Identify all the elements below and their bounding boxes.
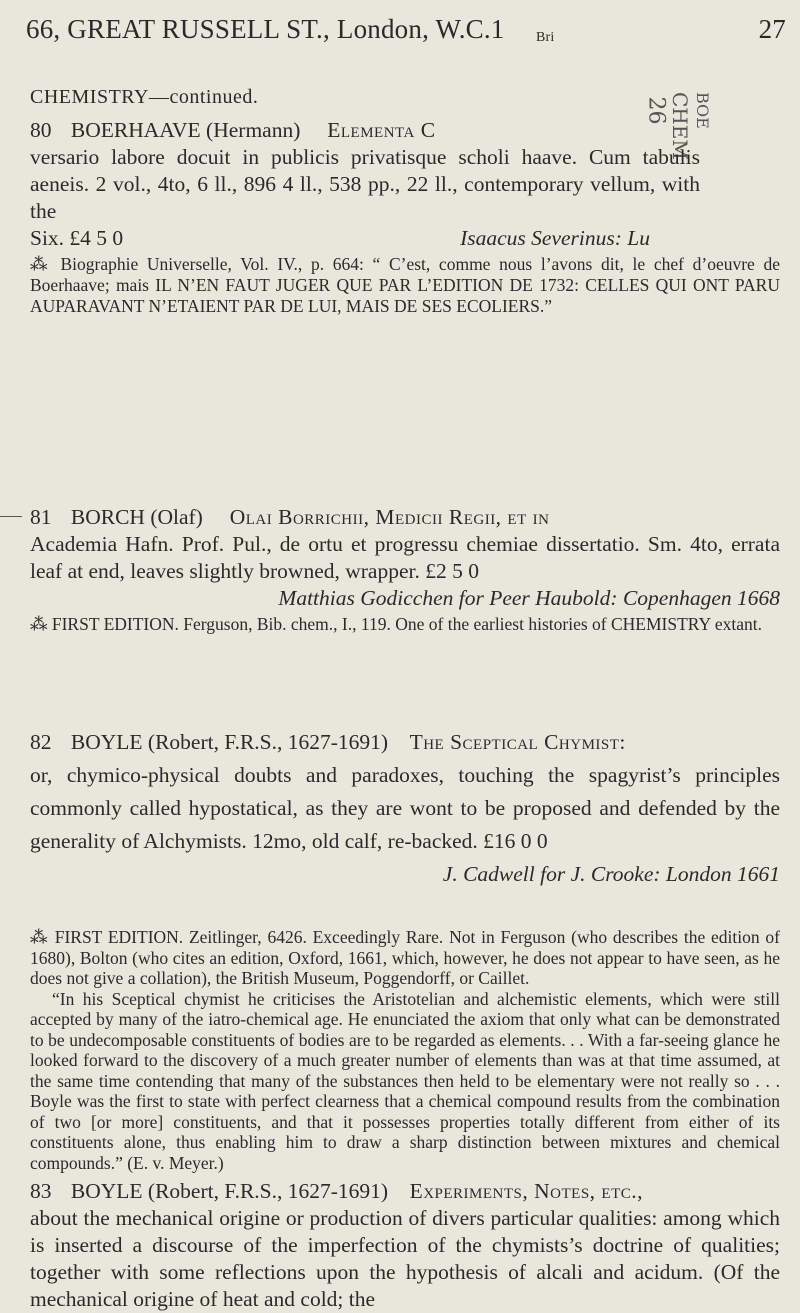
entry-note: ⁂ FIRST EDITION. Zeitlinger, 6426. Exceedingly Rare. Not in Ferguson (who describes the edition of 1680), Bolton (who cites an edition, Oxford, 1661, which, however, he does not appear to have seen, as he does not give a collation), the British Museum, Poggendorff, or Caillet. bbox=[30, 927, 780, 988]
entry-title: Experiments, Notes, etc., bbox=[409, 1179, 643, 1203]
entry-body: or, chymico-physical doubts and paradoxes, touching the spagyrist’s principles commonly called hypostatical, as they are wont to be proposed and defended by the generality of Alchymists. 12mo, old calf, re-backed. bbox=[30, 763, 780, 853]
entry-heading: BOYLE (Robert, F.R.S., 1627-1691) bbox=[70, 730, 389, 754]
entry-title: The Sceptical Chymist: bbox=[409, 730, 626, 754]
entry-heading: BOYLE (Robert, F.R.S., 1627-1691) bbox=[70, 1179, 389, 1203]
entry-price: £2 5 0 bbox=[425, 559, 479, 583]
handwritten-boe: BOE bbox=[693, 92, 712, 129]
entry-body: about the mechanical origine or production of divers particular qualities: among which is inserted a discourse of the imperfection of the chymists’s doctrine of qualities; together with some reflections upon the hypothesis of alcali and acidum. (Of the mechanical origine of heat and cold; the bbox=[30, 1206, 780, 1311]
entry-heading: BORCH (Olaf) bbox=[70, 505, 203, 529]
entry-83 bbox=[30, 1178, 780, 1313]
entry-body: Academia Hafn. Prof. Pul., de ortu et progressu chemiae dissertatio. Sm. 4to, errata leaf at end, leaves slightly browned, wrapper. bbox=[30, 532, 780, 583]
entry-82-notes bbox=[30, 927, 780, 1173]
entry-heading: BOERHAAVE (Hermann) bbox=[70, 118, 301, 142]
entry-price: £16 0 0 bbox=[483, 829, 548, 853]
entry-note: ⁂ FIRST EDITION. Ferguson, Bib. chem., I., 119. One of the earliest histories of CHEMISTRY extant. bbox=[30, 614, 763, 634]
entry-title: Elementa C bbox=[327, 118, 436, 142]
entry-body: versario labore docuit in publicis privatisque scholi haave. Cum tabulis aeneis. 2 vol., 4to, 6 ll., 896 4 ll., 538 pp., 22 ll., contemporary vellum, with the bbox=[30, 145, 700, 223]
handwritten-number: 26 bbox=[643, 96, 669, 125]
entry-80 bbox=[30, 84, 780, 317]
entry-82 bbox=[30, 726, 780, 891]
entry-imprint: Matthias Godicchen for Peer Haubold: Copenhagen 1668 bbox=[278, 586, 780, 610]
entry-number: 82 bbox=[30, 730, 52, 754]
entry-number: 81 bbox=[30, 505, 52, 529]
entry-title: Olai Borrichii, Medicii Regii, et in bbox=[229, 505, 550, 529]
entry-quote: “In his Sceptical chymist he criticises the Aristotelian and alchemistic elements, which were still accepted by many of the iatro-chemical age. He enunciated the axiom that only what can be demonstrated to be undecomposable constituents of bodies are to be regarded as elements. . . With a far-seeing glance he looked forward to the discovery of a much greater number of elements than was at that time assumed, at the same time contending that many of the substances then held to be elementary were not really so . . . Boyle was the first to state with perfect clearness that a chemical compound results from the combination of two [or more] constituents, and that it possesses properties totally different from either of its constituents alone, thus enabling him to draw a sharp distinction between mixtures and chemical compounds.” (E. v. Meyer.) bbox=[30, 988, 780, 1173]
entry-number: 83 bbox=[30, 1179, 52, 1203]
entry-imprint: Isaacus Severinus: Lu bbox=[460, 226, 650, 250]
entry-note: ⁂ Biographie Universelle, Vol. IV., p. 664: “ C’est, comme nous l’avons dit, le chef d’oeuvre de Boerhaave; mais IL N’EN FAUT JUGER QUE PAR L’EDITION DE 1732: CELLES QUI ONT PARU AUPARAVANT N’ETAIENT PAR DE LUI, MAIS DE SES ECOLIERS.” bbox=[30, 254, 780, 316]
pencil-mark bbox=[0, 516, 22, 517]
entry-number: 80 bbox=[30, 118, 52, 142]
entry-price: Six. £4 5 0 bbox=[30, 226, 124, 250]
entry-81 bbox=[30, 504, 780, 635]
page-header bbox=[26, 14, 786, 45]
page-number: 27 bbox=[758, 14, 786, 44]
entry-imprint: J. Cadwell for J. Crooke: London 1661 bbox=[442, 862, 780, 886]
header-address: 66, GREAT RUSSELL ST., London, W.C.1 bbox=[26, 14, 505, 44]
section-continued: CHEMISTRY—continued. bbox=[30, 86, 259, 108]
handwritten-chem: CHEM bbox=[668, 92, 692, 160]
header-bri: Bri bbox=[536, 30, 555, 45]
